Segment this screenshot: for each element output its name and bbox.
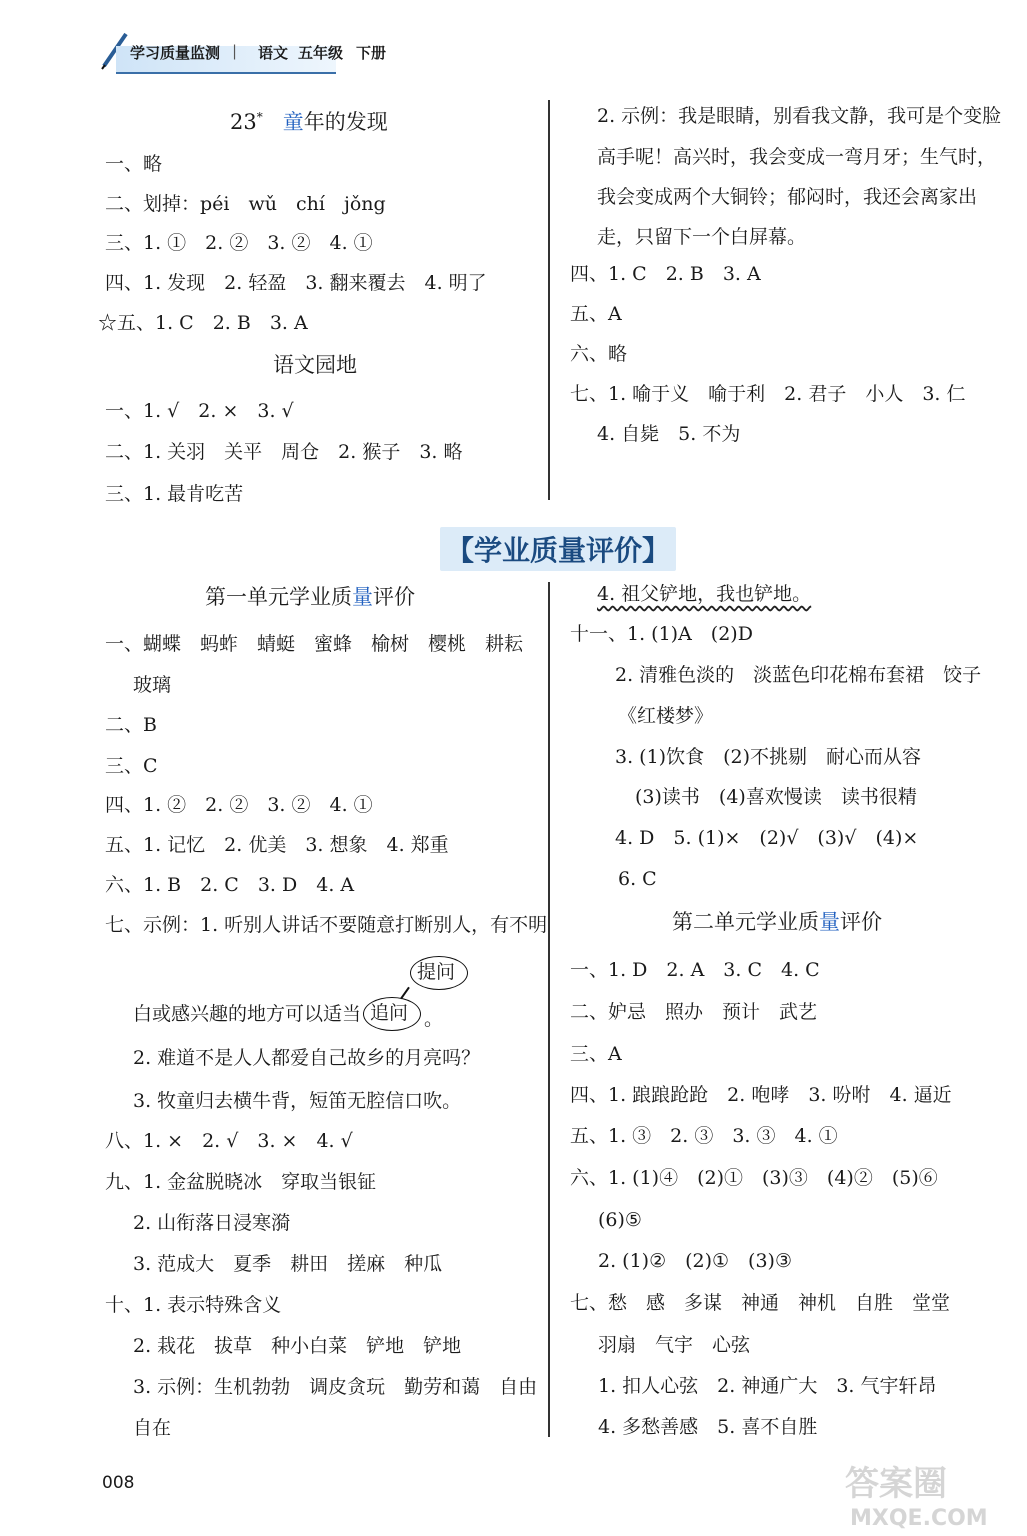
answer-line: 七、1. 喻于义 喻于利 2. 君子 小人 3. 仁: [570, 383, 966, 405]
answer-line: 六、1. B 2. C 3. D 4. A: [105, 874, 355, 896]
answer-line: 三、C: [105, 755, 158, 777]
answer-line: 2. 难道不是人人都爱自己故乡的月亮吗？: [133, 1047, 481, 1069]
answer-line: 四、1. 踉踉跄跄 2. 咆哮 3. 吩咐 4. 逼近: [570, 1084, 952, 1106]
answer-line: 3. 范成大 夏季 耕田 搓麻 种瓜: [133, 1253, 443, 1275]
subsection-title: 语文园地: [273, 353, 357, 377]
answer-line: 二、B: [105, 714, 157, 736]
answer-line: 一、蝴蝶 蚂蚱 蜻蜓 蜜蜂 榆树 樱桃 耕耘: [105, 633, 524, 655]
answer-line: 2. 示例：我是眼睛，别看我文静，我可是个变脸: [597, 105, 1002, 127]
answer-line: 四、1. 发现 2. 轻盈 3. 翻来覆去 4. 明了: [105, 272, 487, 294]
answer-line: 3. 示例：生机勃勃 调皮贪玩 勤劳和蔼 自由: [133, 1376, 538, 1398]
answer-line: 四、1. ② 2. ② 3. ② 4. ①: [105, 794, 373, 816]
answer-line: 四、1. C 2. B 3. A: [570, 263, 761, 285]
answer-line: 我会变成两个大铜铃；郁闷时，我还会离家出: [597, 186, 978, 208]
answer-line: 一、1. √ 2. × 3. √: [105, 400, 294, 422]
answer-line: 七、愁 感 多谋 神通 神机 自胜 堂堂: [570, 1292, 951, 1314]
circled-word-bottom-text: 追问: [370, 1002, 409, 1024]
series-title: 学习质量监测: [130, 44, 221, 62]
answer-line: 2. 清雅色淡的 淡蓝色印花棉布套裙 饺子: [615, 664, 982, 686]
answer-line: 一、略: [105, 153, 163, 175]
answer-line: 十、1. 表示特殊含义: [105, 1294, 282, 1316]
svg-text:MXQE.COM: MXQE.COM: [850, 1506, 988, 1530]
answer-line: 六、1. (1)④ (2)① (3)③ (4)② (5)⑥: [570, 1167, 938, 1189]
answer-line: 六、略: [570, 343, 628, 365]
answer-line: 2. 山衔落日浸寒漪: [133, 1212, 291, 1234]
section-banner: 【学业质量评价】: [440, 527, 676, 571]
answer-line: 2. (1)② (2)① (3)③: [598, 1250, 793, 1272]
page-header: [100, 30, 440, 64]
answer-line: (3)读书 (4)喜欢慢读 读书很精: [635, 786, 917, 808]
answer-line: (6)⑤: [598, 1209, 642, 1231]
answer-line: 1. 扣人心弦 2. 神通广大 3. 气宇轩昂: [598, 1375, 937, 1397]
answer-line: 高手呢！高兴时，我会变成一弯月牙；生气时，: [597, 146, 997, 168]
answer-line: 《红楼梦》: [618, 705, 714, 727]
answer-line: 自在: [133, 1417, 172, 1439]
answer-line: 走，只留下一个白屏幕。: [597, 226, 807, 248]
watermark-logo: [840, 1455, 1015, 1530]
answer-line: 七、示例：1. 听别人讲话不要随意打断别人，有不明: [105, 914, 548, 936]
answer-line: 一、1. D 2. A 3. C 4. C: [570, 959, 820, 981]
answer-line: 二、1. 关羽 关平 周仓 2. 猴子 3. 略: [105, 441, 463, 463]
answer-line: 4. 自毙 5. 不为: [597, 423, 741, 445]
answer-line: 三、1. 最肯吃苦: [105, 483, 244, 505]
unit-2-title: 第二单元学业质量评价: [672, 910, 882, 934]
answer-line: 二、划掉：péi wǔ chí jǒng: [105, 193, 386, 215]
period-mark: 。: [424, 1008, 444, 1030]
circled-word-top-text: 提问: [417, 961, 456, 983]
answer-line: 五、1. 记忆 2. 优美 3. 想象 4. 郑重: [105, 834, 449, 856]
answer-line: 玻璃: [133, 674, 172, 696]
answer-line: 二、妒忌 照办 预计 武艺: [570, 1001, 818, 1023]
answer-line: 4. 祖父铲地，我也铲地。: [597, 583, 812, 605]
subject-label: 语文: [258, 44, 289, 62]
column-divider: [548, 582, 550, 1437]
answer-line: 2. 栽花 拔草 种小白菜 铲地 铲地: [133, 1335, 462, 1357]
answer-line: 五、1. ③ 2. ③ 3. ③ 4. ①: [570, 1125, 838, 1147]
page-number: 008: [102, 1473, 135, 1493]
answer-line: 八、1. × 2. √ 3. × 4. √: [105, 1130, 353, 1152]
unit-1-title: 第一单元学业质量评价: [205, 585, 415, 609]
answer-line: 九、1. 金盆脱晓冰 穿取当银钲: [105, 1171, 377, 1193]
svg-text:答案圈: 答案圈: [845, 1464, 947, 1504]
answer-line: 3. 牧童归去横牛背，短笛无腔信口吹。: [133, 1090, 462, 1112]
lesson-title: 23* 童年的发现: [230, 110, 388, 134]
answer-line: 三、A: [570, 1043, 622, 1065]
answer-line: ☆五、1. C 2. B 3. A: [98, 312, 308, 334]
answer-line: 白或感兴趣的地方可以适当: [133, 1003, 362, 1025]
grade-label: 五年级: [298, 44, 344, 62]
answer-line: 4. D 5. (1)× (2)√ (3)√ (4)×: [615, 827, 919, 849]
volume-label: 下册: [356, 44, 387, 62]
answer-line: 十一、1. (1)A (2)D: [570, 623, 753, 645]
answer-line: 3. (1)饮食 (2)不挑剔 耐心而从容: [615, 746, 921, 768]
answer-line: 4. 多愁善感 5. 喜不自胜: [598, 1416, 818, 1438]
header-divider: |: [232, 42, 238, 60]
answer-line: 三、1. ① 2. ② 3. ② 4. ①: [105, 232, 373, 254]
answer-line: 羽扇 气宇 心弦: [598, 1334, 751, 1356]
answer-line: 五、A: [570, 303, 622, 325]
column-divider: [548, 100, 550, 500]
answer-line: 6. C: [618, 868, 657, 890]
